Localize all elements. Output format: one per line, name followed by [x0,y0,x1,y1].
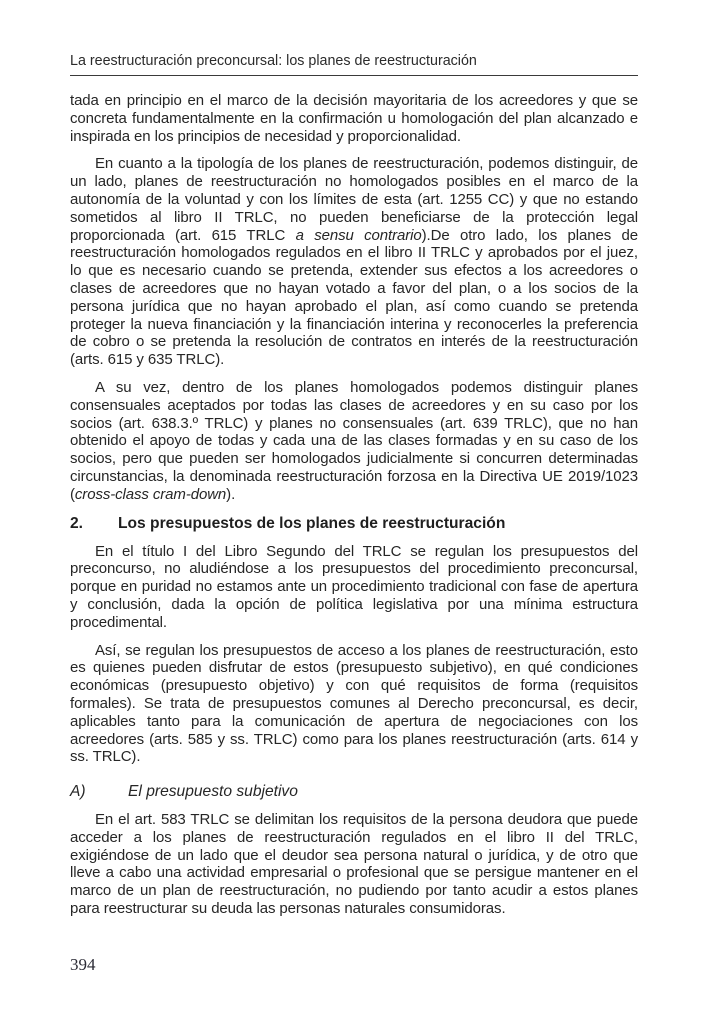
latin-phrase-italic: a sensu contrario [295,226,422,244]
paragraph-consensuales [70,379,638,504]
paragraph-continuation: tada en principio en el marco de la decisión mayoritaria de los acreedores y que se concreta fundamentalmente en la confirmación u homologación del plan alcanzado e inspirada en los principios de necesidad y proporcionalidad. [70,92,638,145]
section-number: 2. [70,514,84,532]
paragraph-art583: En el art. 583 TRLC se delimitan los requisitos de la persona deudora que puede acceder a los planes de reestructuración regulados en el libro II del TRLC, exigiéndose de un lado que el deudor sea persona natural o jurídica, y de otro que lleve a cabo una actividad empresarial o profesional que se persigue mantener en el marco de un plan de reestructuración, no pudiendo por tanto acudir a estos planes para reestructurar su deuda las personas naturales consumidoras. [70,811,638,918]
foreign-phrase-italic: cross-class cram-down [74,485,227,503]
subsection-title: El presupuesto subjetivo [128,783,298,801]
paragraph-titulo-i: En el título I del Libro Segundo del TRLC se regulan los presupuestos del preconcurso, no aludiéndose a los presupuestos del procedimiento preconcursal, porque en puridad no estamos ante un procedimiento tradicional con fase de apertura y conclusión, dada la opción de política legislativa por una mínima estructura procedimental. [70,542,638,631]
section-heading-2 [70,514,638,533]
section-title: Los presupuestos de los planes de reestructuración [118,514,506,532]
page-number: 394 [70,955,96,974]
running-header [70,52,638,76]
paragraph-text: En cuanto a la tipología de los planes de reestructuración, podemos distinguir, de un lado, planes de reestructuración no homologados posibles en el marco de la autonomía de la voluntad y con los límites de esta (art. 1255 CC) y que no estando sometidos al libro II TRLC, no pueden beneficiarse de la protección legal proporcionada (art. 615 TRLC [70,155,638,244]
subsection-heading-a [70,782,638,801]
paragraph-asi: Así, se regulan los presupuestos de acceso a los planes de reestructuración, esto es quienes pueden disfrutar de estos (presupuesto subjetivo), en qué condiciones económicas (presupuesto objetivo) y con qué requisitos de forma (requisitos formales). Se trata de presupuestos comunes al Derecho preconcursal, es decir, aplicables tanto para la comunicación de apertura de negociaciones con los acreedores (arts. 585 y ss. TRLC) como para los planes reestructuración (arts. 614 y ss. TRLC). [70,641,638,766]
page-content [70,52,638,928]
subsection-label: A) [70,783,86,801]
paragraph-text: A su vez, dentro de los planes homologados podemos distinguir planes consensuales aceptados por todas las clases de acreedores y en su caso por los socios (art. 638.3.º TRLC) y planes no consensuales (art. 639 TRLC), que no han obtenido el apoyo de todas y cada una de las clases formadas y en su caso de los socios, pero que pueden ser homologados judicialmente si concurren determinadas circunstancias, la denominada reestructuración forzosa en la Directiva UE 2019/1023 ( [70,378,638,503]
paragraph-tipologia [70,155,638,369]
paragraph-text: ).De otro lado, los planes de reestructuración homologados regulados en el libro II TRLC y aprobados por el juez, lo que es necesario cuando se pretenda, extender sus efectos a los acreedores o clases de acreedores que no hayan votado a favor del plan, o a los socios de la persona jurídica que no hayan aprobado el plan, así como cuando se pretenda proteger la nueva financiación y la financiación interina y reconocerles la preferencia de cobro o se pretenda la resolución de contratos en interés de la reestructuración (arts. 615 y 635 TRLC). [70,226,638,369]
running-header-title: La reestructuración preconcursal: los planes de reestructuración [70,53,477,69]
paragraph-text: ). [226,485,236,503]
